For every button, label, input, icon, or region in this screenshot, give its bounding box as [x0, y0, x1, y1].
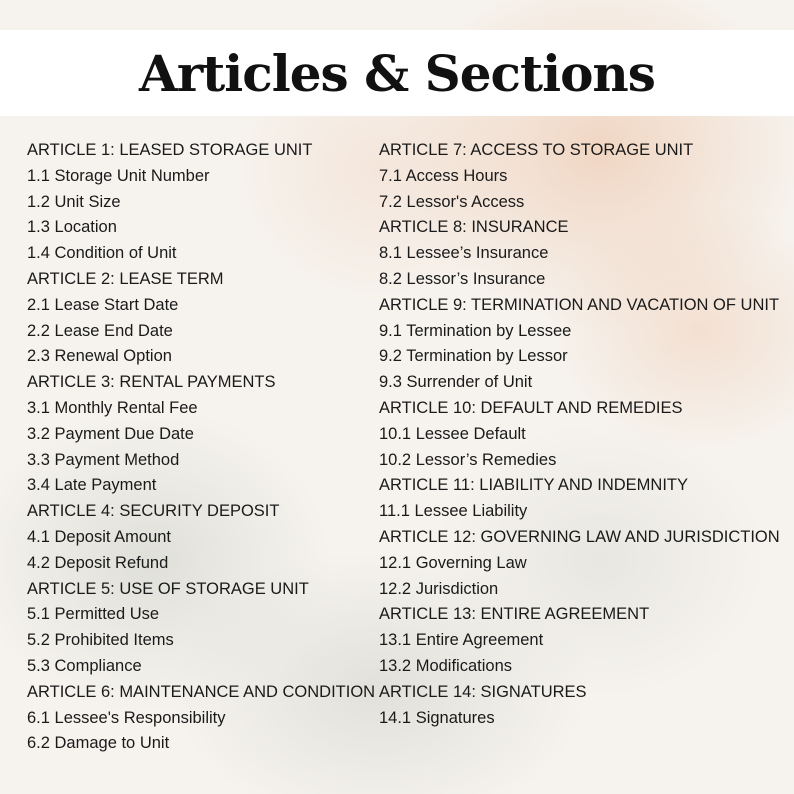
article-heading: ARTICLE 6: MAINTENANCE AND CONDITION: [27, 682, 376, 701]
section-item: 10.2 Lessor’s Remedies: [379, 450, 557, 469]
section-item: 2.1 Lease Start Date: [27, 295, 179, 314]
section-item: 13.2 Modifications: [379, 656, 512, 675]
title-banner: [0, 30, 794, 116]
section-item: 3.1 Monthly Rental Fee: [27, 398, 198, 417]
section-item: 4.1 Deposit Amount: [27, 527, 172, 546]
section-item: 11.1 Lessee Liability: [379, 502, 528, 521]
article-heading: ARTICLE 10: DEFAULT AND REMEDIES: [379, 398, 683, 417]
article-heading: ARTICLE 7: ACCESS TO STORAGE UNIT: [379, 141, 694, 159]
section-item: 3.3 Payment Method: [27, 450, 180, 469]
section-item: 1.2 Unit Size: [27, 192, 121, 211]
article-heading: ARTICLE 14: SIGNATURES: [379, 682, 587, 701]
section-item: 3.4 Late Payment: [27, 476, 157, 495]
section-item: 2.2 Lease End Date: [27, 321, 173, 340]
section-item: 6.2 Damage to Unit: [27, 734, 170, 753]
section-item: 8.1 Lessee’s Insurance: [379, 244, 549, 263]
article-heading: ARTICLE 1: LEASED STORAGE UNIT: [27, 141, 313, 159]
section-item: 9.1 Termination by Lessee: [379, 321, 572, 340]
section-item: 5.1 Permitted Use: [27, 605, 160, 624]
section-item: 14.1 Signatures: [379, 708, 495, 727]
section-item: 6.1 Lessee's Responsibility: [27, 708, 226, 727]
article-heading: ARTICLE 11: LIABILITY AND INDEMNITY: [379, 476, 689, 495]
section-item: 1.3 Location: [27, 218, 117, 237]
section-item: 4.2 Deposit Refund: [27, 553, 169, 572]
section-item: 12.2 Jurisdiction: [379, 579, 499, 598]
article-heading: ARTICLE 9: TERMINATION AND VACATION OF UNIT: [379, 295, 780, 314]
article-heading: ARTICLE 13: ENTIRE AGREEMENT: [379, 605, 650, 624]
article-heading: ARTICLE 4: SECURITY DEPOSIT: [27, 502, 280, 521]
right-contents-column: [379, 138, 791, 731]
section-item: 7.1 Access Hours: [379, 166, 508, 185]
section-item: 2.3 Renewal Option: [27, 347, 172, 366]
section-item: 5.3 Compliance: [27, 656, 142, 675]
section-item: 13.1 Entire Agreement: [379, 631, 544, 650]
section-item: 9.2 Termination by Lessor: [379, 347, 568, 366]
article-heading: ARTICLE 2: LEASE TERM: [27, 269, 224, 288]
section-item: 1.1 Storage Unit Number: [27, 166, 210, 185]
article-heading: ARTICLE 5: USE OF STORAGE UNIT: [27, 579, 309, 598]
section-item: 3.2 Payment Due Date: [27, 424, 194, 443]
page-title: Articles & Sections: [139, 43, 655, 103]
section-item: 1.4 Condition of Unit: [27, 244, 177, 263]
section-item: 5.2 Prohibited Items: [27, 631, 174, 650]
article-heading: ARTICLE 12: GOVERNING LAW AND JURISDICTION: [379, 527, 780, 546]
section-item: 7.2 Lessor's Access: [379, 192, 525, 211]
article-heading: ARTICLE 3: RENTAL PAYMENTS: [27, 373, 276, 392]
section-item: 12.1 Governing Law: [379, 553, 527, 572]
article-heading: ARTICLE 8: INSURANCE: [379, 218, 569, 237]
section-item: 8.2 Lessor’s Insurance: [379, 269, 546, 288]
section-item: 9.3 Surrender of Unit: [379, 373, 533, 392]
left-contents-column: [27, 138, 376, 757]
section-item: 10.1 Lessee Default: [379, 424, 526, 443]
